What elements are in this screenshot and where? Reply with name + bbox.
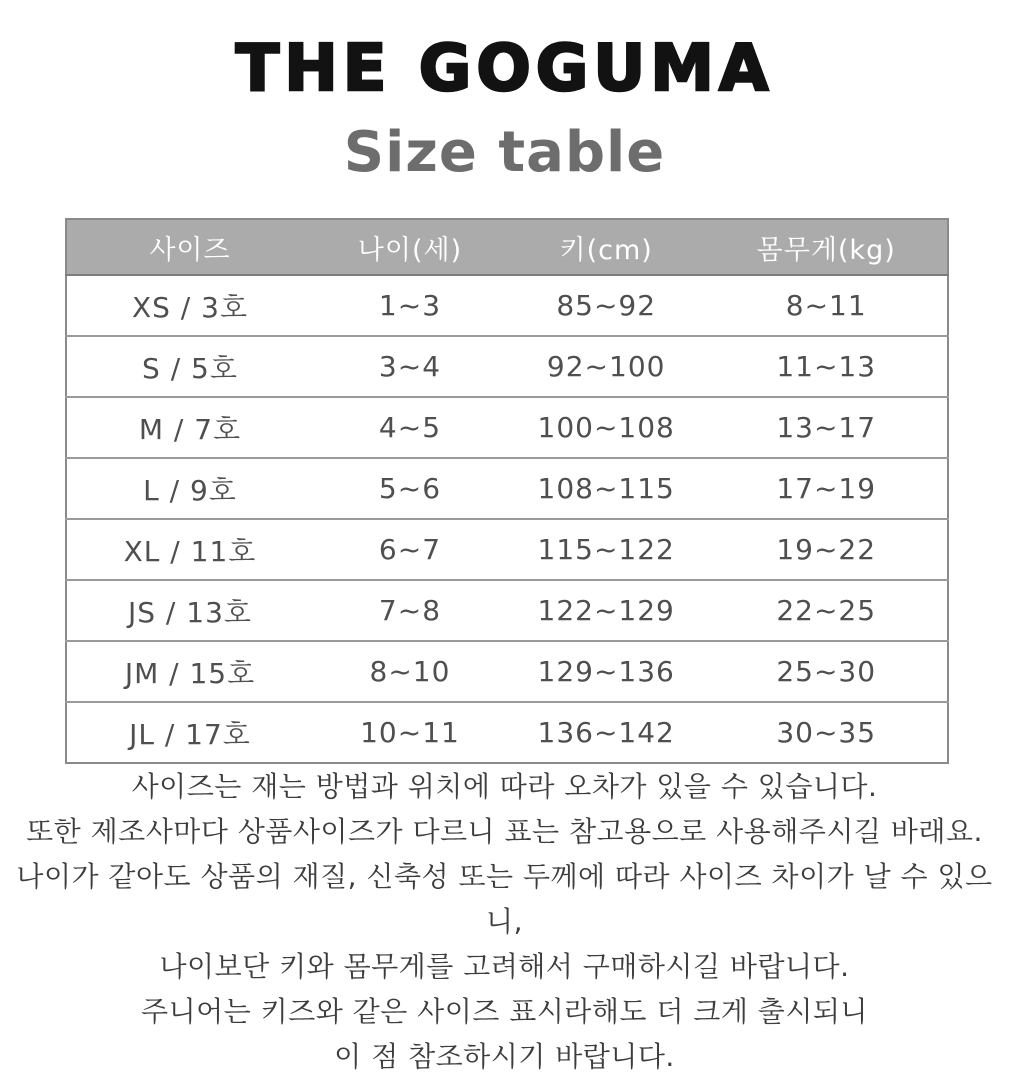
weight-cell: 8~11	[705, 275, 948, 336]
column-header-height: 키(cm)	[507, 219, 705, 275]
note-line: 이 점 참조하시기 바랍니다.	[334, 1040, 675, 1073]
weight-cell: 17~19	[705, 458, 948, 519]
size-table	[65, 218, 949, 764]
column-header-size: 사이즈	[66, 219, 313, 275]
height-cell: 136~142	[507, 702, 705, 763]
weight-cell: 19~22	[705, 519, 948, 580]
age-cell: 8~10	[313, 641, 507, 702]
note-line: 또한 제조사마다 상품사이즈가 다르니 표는 참고용으로 사용해주시길 바래요.	[26, 815, 983, 848]
weight-cell: 30~35	[705, 702, 948, 763]
age-cell: 10~11	[313, 702, 507, 763]
size-cell: XL / 11호	[66, 519, 313, 580]
brand-title: THE GOGUMA	[235, 32, 774, 106]
note-line: 사이즈는 재는 방법과 위치에 따라 오차가 있을 수 있습니다.	[131, 770, 878, 803]
table-row	[66, 458, 948, 519]
note-line: 나이가 같아도 상품의 재질, 신축성 또는 두께에 따라 사이즈 차이가 날 수 있으니,	[16, 860, 993, 938]
table-row	[66, 275, 948, 336]
table-row	[66, 580, 948, 641]
weight-cell: 25~30	[705, 641, 948, 702]
age-cell: 1~3	[313, 275, 507, 336]
page-subtitle: Size table	[343, 120, 666, 185]
table-row	[66, 336, 948, 397]
age-cell: 3~4	[313, 336, 507, 397]
height-cell: 122~129	[507, 580, 705, 641]
table-row	[66, 702, 948, 763]
height-cell: 92~100	[507, 336, 705, 397]
height-cell: 115~122	[507, 519, 705, 580]
height-cell: 85~92	[507, 275, 705, 336]
note-line: 나이보단 키와 몸무게를 고려해서 구매하시길 바랍니다.	[159, 950, 850, 983]
size-cell: S / 5호	[66, 336, 313, 397]
column-header-age: 나이(세)	[313, 219, 507, 275]
weight-cell: 22~25	[705, 580, 948, 641]
size-cell: XS / 3호	[66, 275, 313, 336]
age-cell: 4~5	[313, 397, 507, 458]
column-header-weight: 몸무게(kg)	[705, 219, 948, 275]
header-row	[66, 219, 948, 275]
age-cell: 5~6	[313, 458, 507, 519]
size-cell: JS / 13호	[66, 580, 313, 641]
table-row	[66, 641, 948, 702]
weight-cell: 11~13	[705, 336, 948, 397]
size-cell: L / 9호	[66, 458, 313, 519]
table-row	[66, 519, 948, 580]
weight-cell: 13~17	[705, 397, 948, 458]
height-cell: 129~136	[507, 641, 705, 702]
size-cell: M / 7호	[66, 397, 313, 458]
size-table-body	[66, 275, 948, 763]
table-row	[66, 397, 948, 458]
note-line: 주니어는 키즈와 같은 사이즈 표시라해도 더 크게 출시되니	[141, 995, 868, 1028]
size-notes	[0, 764, 1009, 1079]
size-table-header	[66, 219, 948, 275]
age-cell: 7~8	[313, 580, 507, 641]
size-cell: JL / 17호	[66, 702, 313, 763]
size-cell: JM / 15호	[66, 641, 313, 702]
age-cell: 6~7	[313, 519, 507, 580]
height-cell: 100~108	[507, 397, 705, 458]
height-cell: 108~115	[507, 458, 705, 519]
